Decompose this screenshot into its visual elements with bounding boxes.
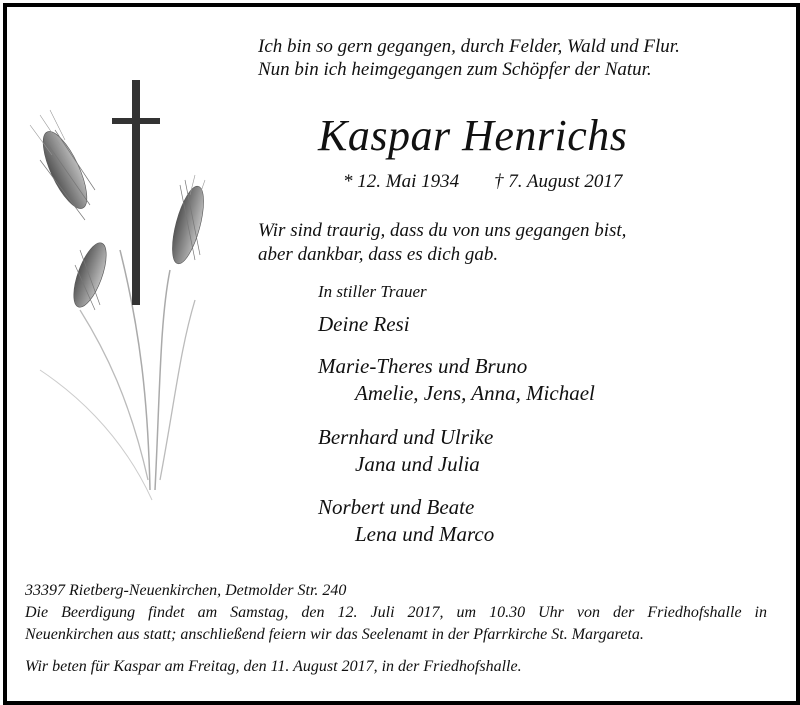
poem-line-1: Ich bin so gern gegangen, durch Felder, Wald und Flur. [258, 36, 680, 57]
mourner-main: Marie-Theres und Bruno [318, 354, 528, 378]
mourner-main: Norbert und Beate [318, 495, 475, 519]
address: 33397 Rietberg-Neuenkirchen, Detmolder Str. 240 [25, 582, 347, 599]
mourner-main: Deine Resi [318, 312, 410, 336]
death-date: † 7. August 2017 [494, 171, 623, 192]
cross-with-wheat-icon [10, 70, 250, 510]
deceased-name: Kaspar Henrichs [318, 111, 628, 160]
prayer-info: Wir beten für Kaspar am Freitag, den 11. August 2017, in der Friedhofshalle. [25, 658, 522, 675]
message-line-1: Wir sind traurig, dass du von uns gegangen bist, [258, 220, 627, 241]
mourner-main: Bernhard und Ulrike [318, 425, 494, 449]
funeral-info-line-1: Die Beerdigung findet am Samstag, den 12. Juli 2017, um 10.30 Uhr von der Friedhofshalle in [25, 604, 767, 621]
message-line-2: aber dankbar, dass es dich gab. [258, 244, 499, 265]
mourner-sub: Lena und Marco [355, 522, 495, 546]
birth-date: * 12. Mai 1934 [343, 171, 460, 192]
mourner-sub: Amelie, Jens, Anna, Michael [355, 381, 595, 405]
funeral-info-line-2: Neuenkirchen aus statt; anschließend feiern wir das Seelenamt in der Pfarrkirche St. Margareta. [25, 626, 644, 643]
mourner-sub: Jana und Julia [355, 452, 480, 476]
poem-line-2: Nun bin ich heimgegangen zum Schöpfer der Natur. [258, 59, 652, 80]
mourning-intro: In stiller Trauer [318, 282, 427, 301]
